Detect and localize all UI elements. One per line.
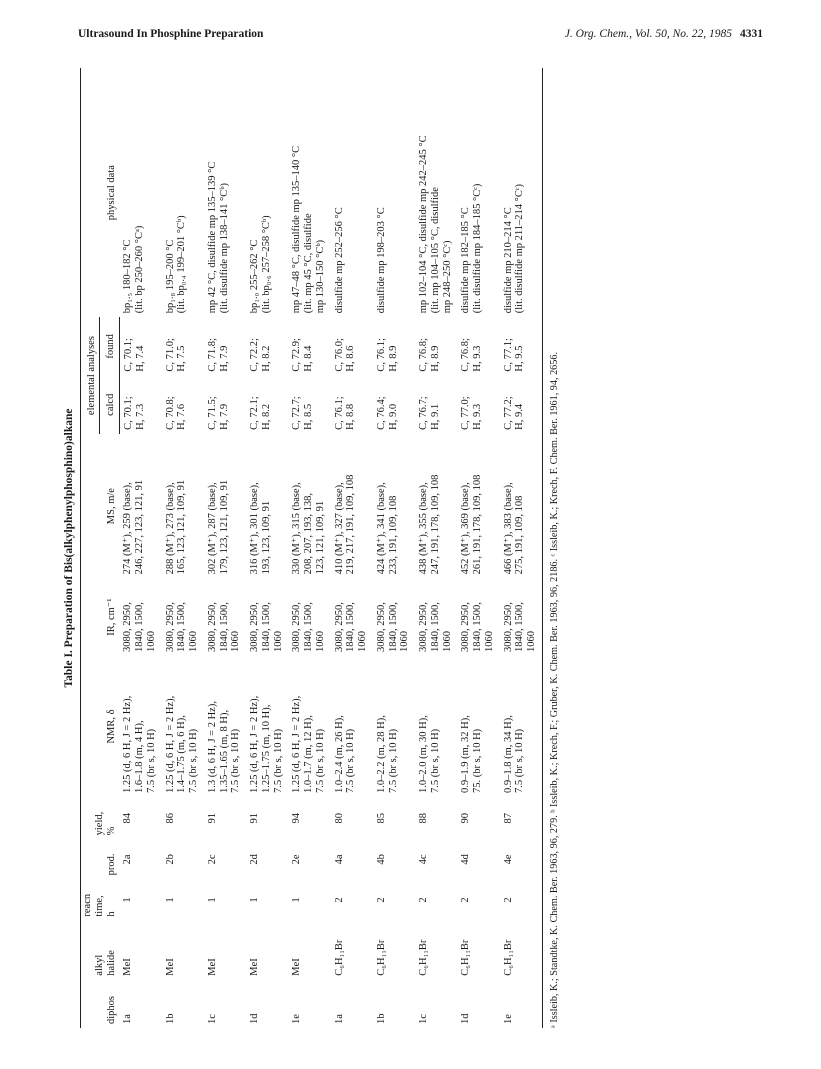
table-cell: 1.25 (d, 6 H, J = 2 Hz), 1.25–1.75 (m, 10 H), 7.5 (br s, 10 H)	[249, 695, 284, 793]
table-cell: C, 72.1; H, 8.2	[249, 396, 272, 430]
table-cell: 1.3 (d, 6 H, J = 2 Hz), 1.35–1.65 (m, 8 H), 7.5 (br s, 10 H)	[206, 701, 242, 793]
table-cell: 424 (M⁺), 341 (base), 233, 191, 109, 108	[375, 482, 399, 575]
table-cell: mp 102–104 °C, disulfide mp 242–245 °C (lit. mp 104–105 °C, disulfide mp 248–250 °Cᶜ)	[418, 135, 453, 314]
table-cell: disulfide mp 198–203 °C	[375, 207, 387, 314]
table-cell: C, 76.1; H, 8.8	[333, 396, 357, 430]
table-cell: 1e	[291, 1014, 303, 1024]
table-cell: 1.0–2.4 (m, 26 H), 7.5 (br s, 10 H)	[333, 715, 357, 793]
table-cell: 438 (M⁺), 355 (base), 247, 191, 178, 109, 108	[418, 474, 441, 575]
table-cell: 91	[249, 812, 260, 824]
table-cell: MeI	[122, 958, 134, 976]
col-header: found	[100, 317, 119, 375]
table-cell: 274 (M⁺), 259 (base), 246, 227, 123, 121, 91	[122, 479, 145, 575]
table-cell: 1a	[122, 1014, 134, 1024]
table-row	[288, 68, 330, 1028]
table-cell: C, 72.7; H, 8.5	[291, 396, 314, 430]
table-cell: C, 71.5; H, 7.9	[206, 396, 230, 430]
running-title: Ultrasound In Phosphine Preparation	[78, 28, 264, 40]
table-cell: C₆H₁₁Br	[333, 939, 345, 976]
table-cell: C, 72.9; H, 8.4	[291, 338, 314, 372]
table-cell: C, 71.0; H, 7.5	[164, 338, 188, 372]
table-cell: C, 77.1; H, 9.5	[500, 317, 543, 375]
table-cell: 4d	[460, 854, 472, 865]
table-cell: C, 76.1; H, 8.9	[375, 338, 399, 372]
table-cell: 90	[460, 812, 472, 824]
col-header: NMR, δ	[81, 656, 120, 797]
table-cell: C, 76.7; H, 9.1	[418, 396, 441, 430]
table-cell: 1b	[164, 1013, 176, 1024]
table-cell: 3080, 2950, 1840, 1500, 1060	[460, 602, 495, 652]
table-cell: 2	[375, 897, 387, 903]
table-cell: C₆H₁₁Br	[375, 939, 387, 976]
table-cell: 3080, 2950, 1840, 1500, 1060	[375, 602, 411, 652]
table-cell: MeI	[291, 958, 303, 976]
table-cell: 84	[122, 812, 134, 824]
table-cell: 91	[206, 812, 218, 824]
table-cell: 88	[418, 812, 429, 824]
col-header: calcd	[100, 376, 119, 434]
table-cell: bp₁.₅ 180–182 °C (lit. bp 250–260 °Cᵃ)	[122, 225, 145, 314]
table-cell: 288 (M⁺), 273 (base), 165, 123, 121, 109, 91	[164, 479, 188, 575]
col-header: prod.	[81, 839, 120, 879]
table-cell: 410 (M⁺), 327 (base), 219, 217, 191, 109, 108	[333, 474, 357, 575]
table-cell: bp₁.₀ 255–262 °C (lit. bp₀.₆ 257–258 °Cᵇ)	[249, 215, 272, 314]
table-row	[373, 68, 415, 1028]
col-header: physical data	[81, 68, 120, 317]
table-cell: 2	[500, 879, 543, 920]
table-cell: 1d	[249, 1013, 260, 1024]
table-cell: 4c	[418, 854, 429, 865]
table-cell: C₆H₁₁Br	[460, 939, 472, 976]
table-cell: C, 77.0; H, 9.3	[460, 396, 483, 430]
table-cell: 3080, 2950, 1840, 1500, 1060	[418, 602, 453, 652]
table-cell: 3080, 2950, 1840, 1500, 1060	[249, 602, 284, 652]
table-cell: 2d	[249, 854, 260, 865]
table-cell: 2c	[206, 854, 218, 865]
col-header: IR, cm⁻¹	[81, 578, 120, 656]
table-cell: 1a	[333, 1014, 345, 1024]
table-row	[457, 68, 499, 1028]
table-cell: 2	[418, 897, 429, 903]
footnotes: ᵃ Issleib, K.; Standtke, K. Chem. Ber. 1963, 96, 279. ᵇ Issleib, K.; Krech, F.; Gruber, K. Chem. Ber. 1963, 96, 2186. ᶜ Issleib, K.; Krech, F. Chem. Ber. 1961, 94, 2656.	[548, 352, 560, 1028]
table-cell: 1b	[375, 1013, 387, 1024]
table-cell: 1.0–2.0 (m, 30 H), 7.5 (br s, 10 H)	[418, 715, 441, 793]
col-header: diphos	[81, 980, 120, 1028]
table-cell: C, 70.8; H, 7.6	[164, 396, 188, 430]
col-header: MS, m/e	[81, 434, 120, 578]
table-row	[331, 68, 373, 1028]
table-cell: 80	[333, 812, 345, 824]
table-cell: 4b	[375, 854, 387, 865]
table-cell: 3080, 2950, 1840, 1500, 1060	[122, 602, 157, 652]
table-cell: 94	[291, 812, 303, 824]
table-cell: 1.0–2.2 (m, 28 H), 7.5 (br s, 10 H)	[375, 715, 399, 793]
table-cell: 316 (M⁺), 301 (base), 193, 123, 109, 91	[249, 482, 272, 575]
table-cell: 1	[291, 897, 303, 903]
table-row	[246, 68, 288, 1028]
table-cell: 86	[164, 812, 176, 824]
table-cell: bp₁.₈ 195–200 °C (lit. bp₀.₄ 199–201 °Cᵇ)	[164, 215, 188, 314]
table-cell: 2b	[164, 854, 176, 865]
page-header	[78, 28, 763, 44]
table-cell: 1	[249, 897, 260, 903]
table-cell: C, 76.0; H, 8.6	[333, 338, 357, 372]
col-header: alkyl halide	[81, 921, 120, 980]
table-cell: 330 (M⁺), 315 (base), 208, 207, 193, 138, 123, 121, 109, 91	[291, 482, 326, 575]
data-table	[80, 68, 543, 1028]
table-body	[119, 68, 542, 1028]
header-row-group	[81, 68, 100, 1028]
table-cell: mp 42 °C, disulfide mp 135–139 °C (lit. disulfide mp 138–141 °Cᵇ)	[206, 161, 230, 314]
table-row	[500, 68, 543, 1028]
table-cell: 3080, 2950, 1840, 1500, 1060	[333, 602, 368, 652]
table-cell: 2	[460, 897, 472, 903]
table-cell: mp 47–48 °C, disulfide mp 135–140 °C (lit. mp 45 °C, disulfide mp 130–150 °Cᵇ)	[291, 145, 326, 314]
table-cell: 1d	[460, 1013, 472, 1024]
table-row	[162, 68, 204, 1028]
table-cell: 2e	[291, 854, 303, 865]
table-cell: C₆H₁₁Br	[500, 921, 543, 980]
table-cell: 3080, 2950, 1840, 1500, 1060	[164, 602, 199, 652]
table-cell: 1c	[418, 1014, 429, 1024]
table-cell: C, 71.8; H, 7.9	[206, 338, 230, 372]
journal-name: J. Org. Chem., Vol. 50, No. 22, 1985	[564, 28, 732, 40]
table-cell: 1e	[500, 980, 543, 1028]
table-cell: 85	[375, 812, 387, 824]
table-cell: 3080, 2950, 1840, 1500, 1060	[291, 602, 326, 652]
table-cell: 1	[206, 897, 218, 903]
table-cell: 3080, 2950, 1840, 1500, 1060	[500, 578, 543, 656]
table-title: Table I. Preparation of Bis(alkylphenylphosphino)alkane	[63, 408, 75, 688]
table-cell: 4a	[333, 854, 345, 865]
table-cell: 452 (M⁺), 369 (base), 261, 191, 178, 109, 108	[460, 474, 483, 575]
page-number: 4331	[740, 28, 763, 40]
journal-citation	[565, 28, 763, 40]
table-cell: MeI	[164, 958, 176, 976]
table-cell: 1.25 (d, 6 H, J = 2 Hz), 1.6–1.8 (m, 4 H), 7.5 (br s, 10 H)	[122, 695, 157, 793]
table-cell: C, 76.8; H, 8.9	[418, 338, 441, 372]
table-cell: C, 70.1; H, 7.3	[122, 396, 146, 430]
col-header: yield, %	[81, 797, 120, 839]
table-cell: 302 (M⁺), 287 (base), 179, 123, 121, 109, 91	[206, 479, 230, 575]
group-header-elemental-analyses: elemental analyses	[81, 317, 100, 434]
table-cell: 2	[333, 897, 345, 903]
table-row	[119, 68, 161, 1028]
table-cell: disulfide mp 182–185 °C (lit. disulfide mp 184–185 °Cᶜ)	[460, 183, 483, 314]
table-cell: MeI	[249, 958, 260, 976]
table-cell: disulfide mp 210–214 °C (lit. disulfide mp 211–214 °Cᶜ)	[500, 68, 543, 317]
table-cell: 3080, 2950, 1840, 1500, 1060	[206, 602, 242, 652]
table-row	[204, 68, 246, 1028]
table-cell: 0.9–1.9 (m, 32 H), 75. (br s, 10 H)	[460, 715, 483, 793]
table-cell: 1	[122, 897, 134, 903]
table-cell: 1.25 (d, 6 H, J = 2 Hz), 1.0–1.7 (m, 12 H), 7.5 (br s, 10 H)	[291, 695, 326, 793]
table-cell: 87	[500, 797, 543, 839]
table-row	[415, 68, 457, 1028]
table-cell: C, 72.2; H, 8.2	[249, 338, 272, 372]
table-cell: 466 (M⁺), 383 (base), 275, 191, 109, 108	[500, 434, 543, 578]
table-cell: C, 77.2; H, 9.4	[500, 376, 543, 434]
table-cell: 1c	[206, 1014, 218, 1024]
table-cell: disulfide mp 252–256 °C	[333, 207, 345, 314]
table-cell: 2a	[122, 854, 134, 865]
table-cell: C, 76.8; H, 9.3	[460, 338, 483, 372]
table-cell: C, 76.4; H, 9.0	[375, 396, 399, 430]
table-cell: C₆H₁₁Br	[418, 939, 429, 976]
rotated-table-block	[58, 68, 658, 1028]
table-cell: 4e	[500, 839, 543, 879]
table-cell: C, 70.1; H, 7.4	[122, 338, 146, 372]
col-header: reacn time, h	[81, 879, 120, 920]
table-cell: 0.9–1.8 (m, 34 H), 7.5 (br s, 10 H)	[500, 656, 543, 797]
table-cell: 1	[164, 897, 176, 903]
table-cell: MeI	[206, 958, 218, 976]
table-cell: 1.25 (d, 6 H, J = 2 Hz), 1.4–1.75 (m, 6 H), 7.5 (br s, 10 H)	[164, 695, 199, 793]
